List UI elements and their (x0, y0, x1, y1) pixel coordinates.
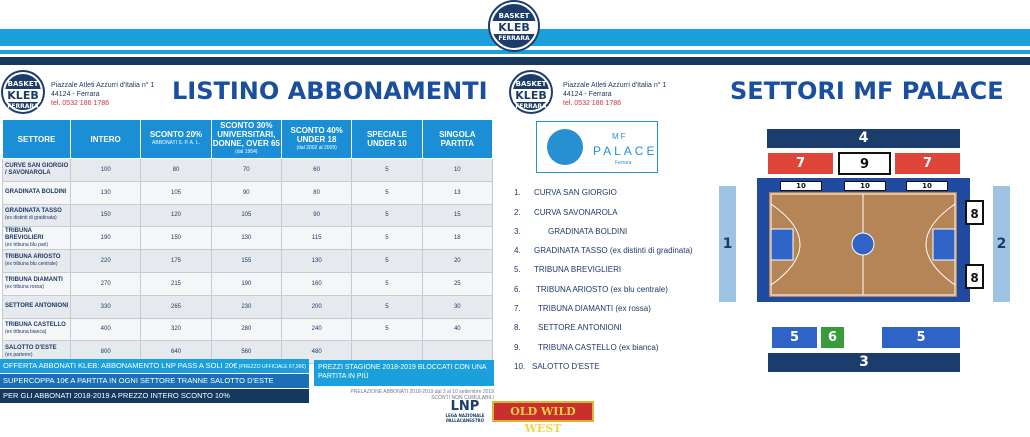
price-cell: 15 (422, 204, 492, 227)
price-cell: 330 (71, 295, 141, 318)
price-cell: 160 (281, 272, 351, 295)
price-cell: 5 (352, 272, 422, 295)
price-cell: 800 (71, 341, 141, 364)
col-header: SCONTO 30% UNIVERSITARI, DONNE, OVER 65 (dal 1954) (211, 120, 281, 159)
col-header: SCONTO 20% ABBONATI S. P. A. L. (141, 120, 211, 159)
sector-8-top: 8 (965, 200, 984, 225)
table-row (3, 204, 493, 227)
price-cell: 150 (71, 204, 141, 227)
price-cell: 20 (422, 250, 492, 273)
price-cell: 215 (141, 272, 211, 295)
price-cell: 175 (141, 250, 211, 273)
price-cell: 105 (141, 181, 211, 204)
table-header-row (3, 120, 493, 159)
price-cell: 130 (211, 227, 281, 250)
price-cell: 190 (71, 227, 141, 250)
sector-2: 2 (993, 186, 1010, 302)
offer-lnp-pass: OFFERTA ABBONATI KLEB: ABBONAMENTO LNP PASS A SOLI 20€ (PREZZO UFFICIALE 67,99€) (0, 359, 309, 373)
sector-6: 6 (821, 327, 844, 348)
price-cell: 115 (281, 227, 351, 250)
sector-5-left: 5 (772, 327, 817, 348)
sector-name-cell: TRIBUNA BREVIGLIERI (ex tribuna blu pari) (3, 227, 71, 250)
col-header: INTERO (71, 120, 141, 159)
sector-4: 4 (767, 129, 960, 148)
price-table (2, 119, 493, 364)
price-cell: 10 (422, 159, 492, 182)
sector-name-cell: GRADINATA TASSO (ex distinti di gradinata) (3, 204, 71, 227)
col-header: SCONTO 40% UNDER 18 (dal 2002 al 2009) (281, 120, 351, 159)
sector-7-left: 7 (768, 153, 833, 174)
price-cell: 640 (141, 341, 211, 364)
price-cell: 40 (422, 318, 492, 341)
table-row (3, 181, 493, 204)
price-cell: 25 (422, 272, 492, 295)
price-cell: 270 (71, 272, 141, 295)
sector-name-cell: TRIBUNA CASTELLO (ex tribuna bianca) (3, 318, 71, 341)
page-title-listino: LISTINO ABBONAMENTI (172, 77, 488, 105)
sector-3: 3 (768, 353, 960, 372)
sector-list-item: 1. CURVA SAN GIORGIO (514, 188, 617, 197)
sector-name-cell: TRIBUNA DIAMANTI (ex tribuna rossa) (3, 272, 71, 295)
price-cell: 18 (422, 227, 492, 250)
old-wild-west-logo: OLD WILD WEST (492, 401, 594, 422)
sector-1: 1 (719, 186, 736, 302)
header-stripe-thin (0, 50, 1030, 54)
price-cell: 190 (211, 272, 281, 295)
sector-name-cell: CURVE SAN GIORGIO / SAVONAROLA (3, 159, 71, 182)
header-stripe-dark (0, 57, 1030, 65)
table-row (3, 250, 493, 273)
kleb-logo-left: BASKET KLEB FERRARA (3, 72, 43, 112)
sector-list-item: 9. TRIBUNA CASTELLO (ex bianca) (514, 343, 659, 352)
sector-name-cell: SALOTTO D'ESTE (ex parterre) (3, 341, 71, 364)
sector-list-item: 3. GRADINATA BOLDINI (514, 227, 628, 236)
prelazione-note: PRELAZIONE ABBONATI 2018-2019 dal 3 al 10 settembre 2019 SCONTI NON CUMULABILI (350, 389, 494, 401)
table-row (3, 227, 493, 250)
table-row (3, 159, 493, 182)
price-cell: 480 (281, 341, 351, 364)
sector-list-item: 10. SALOTTO D'ESTE (514, 362, 600, 371)
mf-palace-logo: MF PALACE Ferrara (536, 121, 658, 173)
club-address-right: Piazzale Atleti Azzurri d'Italia n° 1 44124 - Ferrara tel. 0532 186 1786 (563, 82, 667, 107)
price-cell: 5 (352, 295, 422, 318)
promo-box: PREZZI STAGIONE 2018-2019 BLOCCATI CON UNA PARTITA IN PIÙ (314, 360, 494, 386)
price-cell: 5 (352, 204, 422, 227)
kleb-logo-top: BASKET KLEB FERRARA (490, 2, 538, 50)
price-cell: 90 (211, 181, 281, 204)
price-cell: 560 (211, 341, 281, 364)
price-cell: 5 (352, 227, 422, 250)
table-row (3, 272, 493, 295)
price-cell: 130 (281, 250, 351, 273)
price-cell: 155 (211, 250, 281, 273)
sector-list-item: 6. TRIBUNA ARIOSTO (ex blu centrale) (514, 285, 668, 294)
price-cell: 5 (352, 181, 422, 204)
col-header: SETTORE (3, 120, 71, 159)
price-cell: 80 (141, 159, 211, 182)
sector-list-item: 2. CURVA SAVONAROLA (514, 208, 618, 217)
sector-list-item: 8. SETTORE ANTONIONI (514, 323, 622, 332)
table-row (3, 295, 493, 318)
price-cell: 30 (422, 295, 492, 318)
lnp-logo: LNP LEGA NAZIONALE PALLACANESTRO (445, 399, 485, 423)
sector-7-right: 7 (895, 153, 960, 174)
price-cell: 280 (211, 318, 281, 341)
col-header: SINGOLA PARTITA (422, 120, 492, 159)
sector-8-bottom: 8 (965, 264, 984, 289)
court-lines (769, 192, 957, 297)
col-header: SPECIALE UNDER 10 (352, 120, 422, 159)
price-cell: 200 (281, 295, 351, 318)
price-cell: 5 (352, 250, 422, 273)
price-cell: 220 (71, 250, 141, 273)
price-cell: 100 (71, 159, 141, 182)
price-cell: 240 (281, 318, 351, 341)
sector-name-cell: GRADINATA BOLDINI (3, 181, 71, 204)
sector-5-right: 5 (882, 327, 960, 348)
price-cell: 5 (352, 318, 422, 341)
sector-list-item: 4. GRADINATA TASSO (ex distinti di gradinata) (514, 246, 693, 255)
price-cell: 90 (281, 204, 351, 227)
club-address: Piazzale Atleti Azzurri d'Italia n° 1 44124 - Ferrara tel. 0532 186 1786 (51, 82, 155, 107)
price-cell: 320 (141, 318, 211, 341)
sector-list-item: 5. TRIBUNA BREVIGLIERI (514, 265, 622, 274)
price-cell: 13 (422, 181, 492, 204)
price-cell: 80 (281, 181, 351, 204)
price-cell: 105 (211, 204, 281, 227)
offer-supercoppa: SUPERCOPPA 10€ A PARTITA IN OGNI SETTORE TRANNE SALOTTO D'ESTE (0, 374, 309, 388)
price-cell: 120 (141, 204, 211, 227)
price-cell: 265 (141, 295, 211, 318)
price-cell: 5 (352, 159, 422, 182)
sector-list-item: 7. TRIBUNA DIAMANTI (ex rossa) (514, 304, 651, 313)
price-cell: 230 (211, 295, 281, 318)
table-row (3, 318, 493, 341)
price-cell: 400 (71, 318, 141, 341)
mf-palace-icon (547, 129, 583, 165)
basketball-court (769, 192, 957, 297)
sector-10-left: 10 (780, 181, 822, 191)
price-cell: 130 (71, 181, 141, 204)
price-cell: 150 (141, 227, 211, 250)
price-cell: 60 (281, 159, 351, 182)
sector-9: 9 (838, 152, 891, 175)
offer-discount: PER GLI ABBONATI 2018-2019 A PREZZO INTERO SCONTO 10% (0, 389, 309, 403)
sector-10-right: 10 (906, 181, 948, 191)
price-cell: 70 (211, 159, 281, 182)
sector-name-cell: SETTORE ANTONIONI (3, 295, 71, 318)
sector-name-cell: TRIBUNA ARIOSTO (ex tribuna blu centrale) (3, 250, 71, 273)
sector-10-center: 10 (844, 181, 886, 191)
kleb-logo-right: BASKET KLEB FERRARA (511, 72, 551, 112)
page-title-settori: SETTORI MF PALACE (730, 77, 1004, 105)
